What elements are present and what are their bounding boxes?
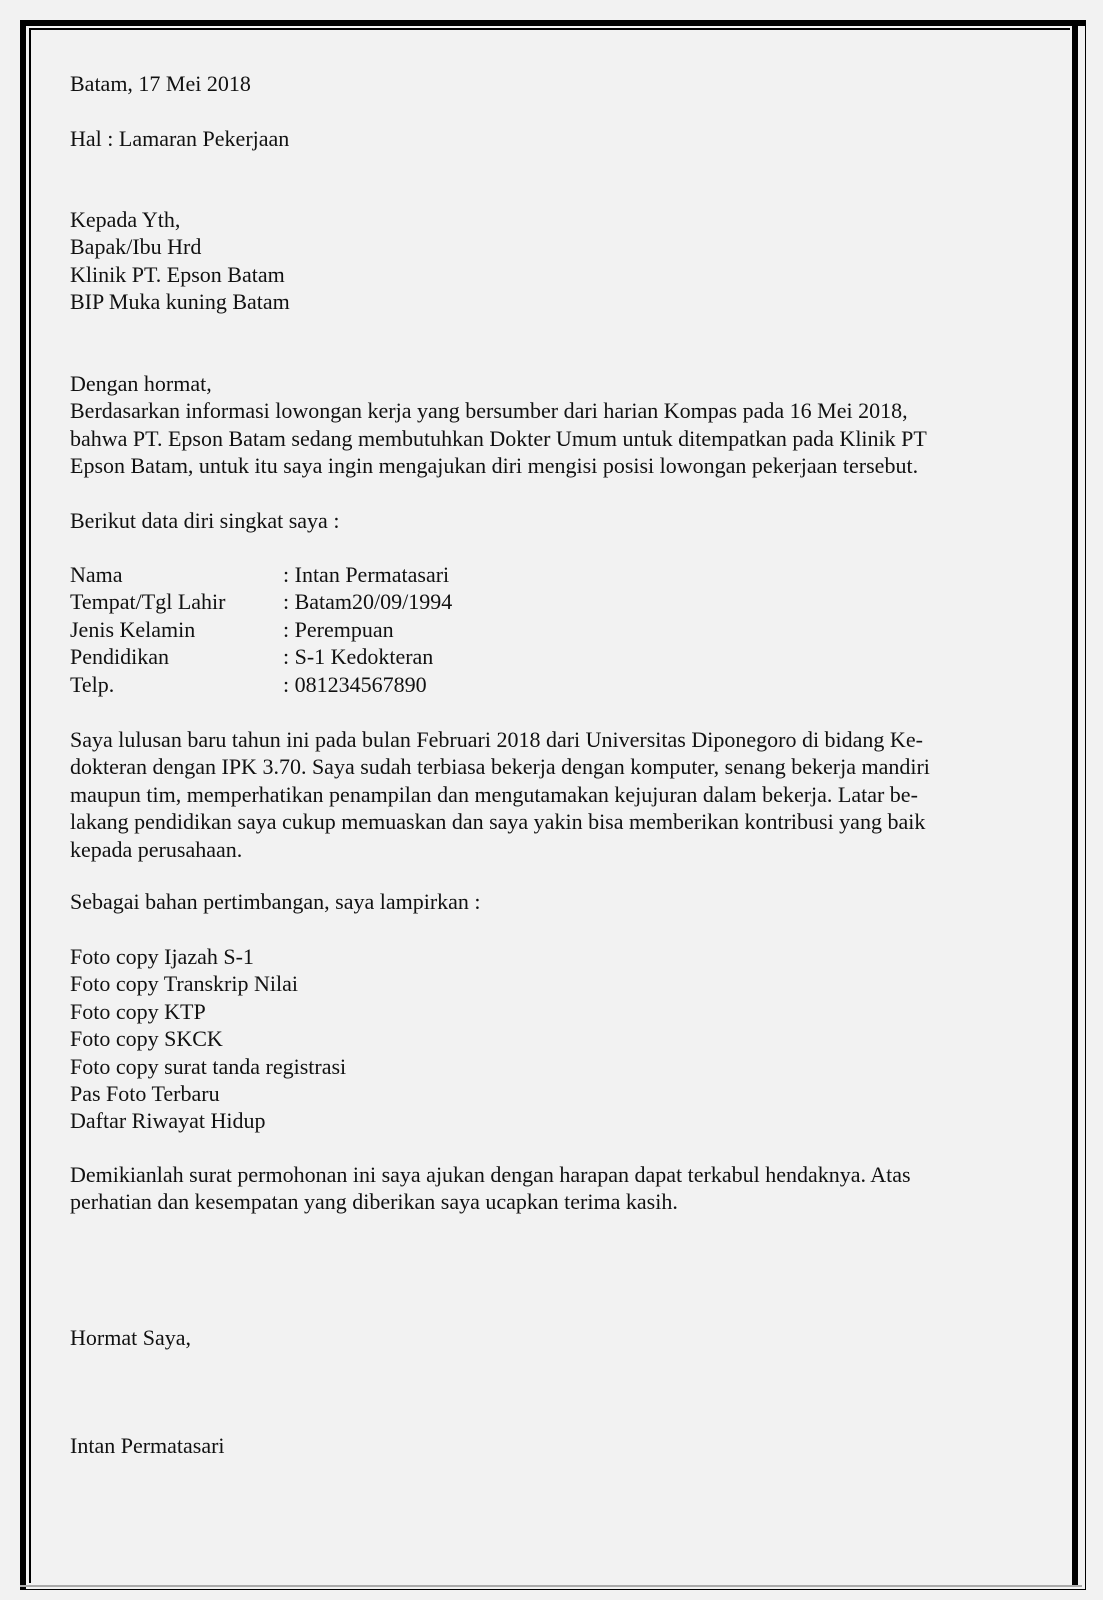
- signature-name: Intan Permatasari: [70, 1433, 225, 1458]
- attachment-item: Foto copy SKCK: [70, 1026, 223, 1052]
- intro-line: Berdasarkan informasi lowongan kerja yang bersumber dari harian Kompas pada 16 Mei 2018,: [70, 398, 908, 424]
- personal-value: : Perempuan: [283, 616, 394, 642]
- attachment-item: Foto copy surat tanda registrasi: [70, 1053, 347, 1079]
- personal-row: [70, 643, 452, 670]
- intro-line: Epson Batam, untuk itu saya ingin mengajukan diri mengisi posisi lowongan pekerjaan tersebut.: [70, 453, 919, 479]
- recipient-block: [70, 206, 290, 316]
- attachment-item: Foto copy Transkrip Nilai: [70, 971, 298, 997]
- body-line: Saya lulusan baru tahun ini pada bulan Februari 2018 dari Universitas Diponegoro di bidang Ke-: [70, 727, 923, 752]
- body-line: lakang pendidikan saya cukup memuaskan dan saya yakin bisa memberikan kontribusi yang baik: [70, 809, 926, 835]
- letter-subject: Hal : Lamaran Pekerjaan: [70, 126, 290, 151]
- personal-data-table: [70, 561, 452, 698]
- personal-label: Nama: [70, 562, 123, 587]
- body-line: dokteran dengan IPK 3.70. Saya sudah terbiasa bekerja dengan komputer, senang bekerja mandiri: [70, 754, 930, 780]
- page-shadow: [20, 1585, 1082, 1587]
- attachment-item: Daftar Riwayat Hidup: [70, 1108, 266, 1134]
- body-line: maupun tim, memperhatikan penampilan dan mengutamakan kejujuran dalam bekerja. Latar be-: [70, 781, 918, 807]
- body-line: kepada perusahaan.: [70, 836, 243, 862]
- recipient-line: Klinik PT. Epson Batam: [70, 261, 285, 287]
- recipient-line: Bapak/Ibu Hrd: [70, 234, 202, 260]
- data-intro: Berikut data diri singkat saya :: [70, 508, 340, 533]
- closing-paragraph: [70, 1161, 911, 1216]
- personal-row: [70, 561, 452, 588]
- attachment-item: Foto copy KTP: [70, 998, 206, 1024]
- personal-label: Telp.: [70, 671, 115, 697]
- personal-row: [70, 671, 452, 698]
- closing-line: perhatian dan kesempatan yang diberikan saya ucapkan terima kasih.: [70, 1189, 678, 1215]
- recipient-line: Kepada Yth,: [70, 207, 181, 232]
- intro-line: bahwa PT. Epson Batam sedang membutuhkan Dokter Umum untuk ditempatkan pada Klinik PT: [70, 425, 927, 451]
- page-border-right: [1072, 20, 1078, 1585]
- attachment-item: Pas Foto Terbaru: [70, 1081, 220, 1107]
- greeting: Dengan hormat,: [70, 371, 212, 396]
- personal-value: : S-1 Kedokteran: [283, 644, 434, 670]
- attachment-item: Foto copy Ijazah S-1: [70, 944, 254, 969]
- personal-label: Jenis Kelamin: [70, 616, 196, 642]
- recipient-line: BIP Muka kuning Batam: [70, 289, 290, 315]
- body-paragraph: [70, 726, 930, 863]
- attachments-list: [70, 943, 346, 1135]
- personal-value: : 081234567890: [283, 671, 427, 697]
- intro-block: [70, 370, 927, 480]
- personal-value: : Intan Permatasari: [283, 562, 450, 587]
- personal-value: : Batam20/09/1994: [283, 589, 453, 615]
- attachments-intro: Sebagai bahan pertimbangan, saya lampirkan :: [70, 889, 481, 914]
- signoff: Hormat Saya,: [70, 1325, 191, 1350]
- personal-row: [70, 588, 452, 615]
- closing-line: Demikianlah surat permohonan ini saya ajukan dengan harapan dapat terkabul hendaknya. Atas: [70, 1162, 911, 1187]
- personal-label: Pendidikan: [70, 644, 169, 670]
- personal-row: [70, 616, 452, 643]
- letter-date: Batam, 17 Mei 2018: [70, 71, 251, 96]
- personal-label: Tempat/Tgl Lahir: [70, 589, 226, 615]
